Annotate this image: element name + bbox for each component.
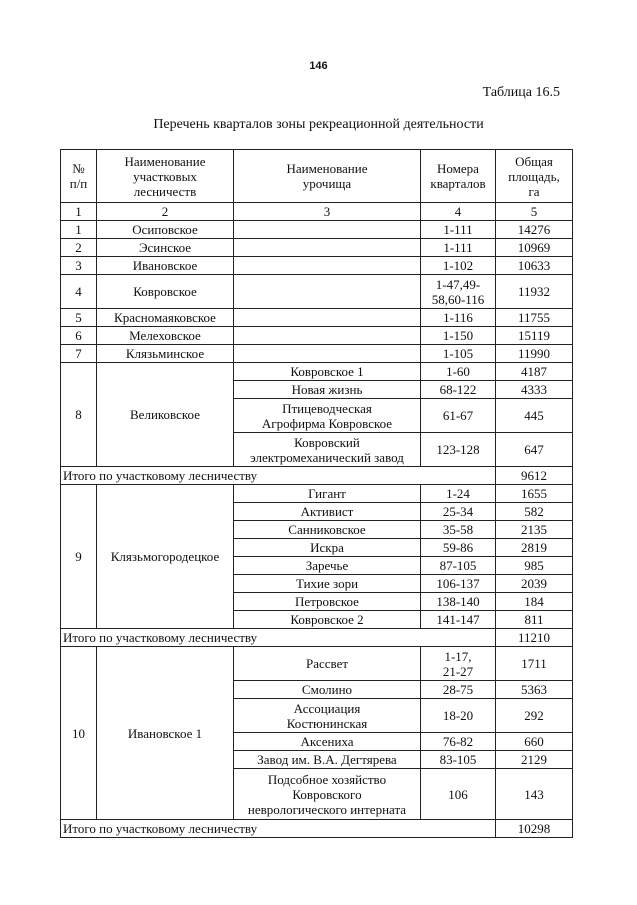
tract-name bbox=[234, 557, 421, 575]
quarter-numbers bbox=[421, 557, 496, 575]
tract-name bbox=[234, 327, 421, 345]
subtotal-label: Итого по участковому лесничеству bbox=[61, 467, 496, 485]
tract-name bbox=[234, 593, 421, 611]
area-value: 184 bbox=[496, 593, 573, 611]
quarter-numbers-line: 61-67 bbox=[442, 408, 474, 423]
tract-name bbox=[234, 769, 421, 820]
row-number: 4 bbox=[61, 275, 97, 309]
quarter-numbers bbox=[421, 575, 496, 593]
tract-name-line: Завод им. В.А. Дегтярева bbox=[257, 752, 397, 767]
header-forestry bbox=[97, 150, 234, 203]
quarter-numbers bbox=[421, 381, 496, 399]
forestry-name: Мелеховское bbox=[97, 327, 234, 345]
tract-name bbox=[234, 681, 421, 699]
column-number: 4 bbox=[421, 203, 496, 221]
header-area-line: Общая bbox=[515, 153, 553, 169]
area-value: 292 bbox=[496, 699, 573, 733]
tract-name bbox=[234, 221, 421, 239]
tract-name-line: Аксениха bbox=[300, 734, 354, 749]
area-value: 4187 bbox=[496, 363, 573, 381]
table-row bbox=[61, 257, 573, 275]
quarter-numbers bbox=[421, 363, 496, 381]
row-number: 8 bbox=[61, 363, 97, 467]
quarter-numbers-line: 1-105 bbox=[442, 346, 474, 361]
quarter-numbers bbox=[421, 485, 496, 503]
quarter-numbers-line: 123-128 bbox=[436, 442, 480, 457]
tract-name-line: Ковровский bbox=[294, 434, 360, 450]
tract-name-line: Костюнинская bbox=[286, 715, 368, 731]
tract-name bbox=[234, 699, 421, 733]
tract-name bbox=[234, 647, 421, 681]
quarter-numbers bbox=[421, 345, 496, 363]
table-row bbox=[61, 345, 573, 363]
subtotal-label: Итого по участковому лесничеству bbox=[61, 820, 496, 838]
tract-name bbox=[234, 733, 421, 751]
quarter-numbers bbox=[421, 751, 496, 769]
forestry-name: Красномаяковское bbox=[97, 309, 234, 327]
area-value: 647 bbox=[496, 433, 573, 467]
quarter-numbers bbox=[421, 239, 496, 257]
area-value: 11755 bbox=[496, 309, 573, 327]
quarter-numbers-line: 35-58 bbox=[442, 522, 474, 537]
row-number: 1 bbox=[61, 221, 97, 239]
tract-name-line: Активист bbox=[300, 504, 354, 519]
quarter-numbers-line: 1-111 bbox=[443, 222, 473, 237]
tract-name bbox=[234, 539, 421, 557]
subtotal-row bbox=[61, 629, 573, 647]
area-value: 15119 bbox=[496, 327, 573, 345]
tract-name bbox=[234, 751, 421, 769]
quarter-numbers bbox=[421, 681, 496, 699]
tract-name-line: электромеханический завод bbox=[250, 449, 404, 465]
area-value: 2129 bbox=[496, 751, 573, 769]
tract-name-line: Птицеводческая bbox=[282, 400, 372, 416]
table-row bbox=[61, 239, 573, 257]
tract-name-line: Новая жизнь bbox=[291, 382, 363, 397]
quarter-numbers-line: 25-34 bbox=[442, 504, 474, 519]
column-number: 5 bbox=[496, 203, 573, 221]
quarter-numbers bbox=[421, 399, 496, 433]
subtotal-row bbox=[61, 820, 573, 838]
tract-name bbox=[234, 309, 421, 327]
table-row bbox=[61, 327, 573, 345]
quarter-numbers-line: 138-140 bbox=[436, 594, 480, 609]
quarter-numbers-line: 28-75 bbox=[442, 682, 474, 697]
tract-name-line: Ковровского bbox=[292, 786, 362, 802]
tract-name bbox=[234, 381, 421, 399]
quarter-numbers bbox=[421, 647, 496, 681]
quarter-numbers bbox=[421, 503, 496, 521]
quarter-numbers-line: 59-86 bbox=[442, 540, 474, 555]
area-value: 2135 bbox=[496, 521, 573, 539]
table-label: Таблица 16.5 bbox=[482, 85, 560, 100]
forestry-name: Клязьмогородецкое bbox=[97, 485, 234, 629]
quarter-numbers-line: 1-102 bbox=[442, 258, 474, 273]
quarter-numbers bbox=[421, 521, 496, 539]
column-number: 2 bbox=[97, 203, 234, 221]
quarter-numbers bbox=[421, 769, 496, 820]
row-number: 6 bbox=[61, 327, 97, 345]
tract-name-line: Рассвет bbox=[305, 656, 349, 671]
quarter-numbers-line: 1-17, bbox=[444, 648, 472, 664]
table-row bbox=[61, 485, 573, 503]
tract-name-line: Агрофирма Ковровское bbox=[261, 415, 393, 431]
subtotal-value: 9612 bbox=[496, 467, 573, 485]
tract-name-line: Петровское bbox=[295, 594, 359, 609]
column-numbers-row bbox=[61, 203, 573, 221]
tract-name bbox=[234, 485, 421, 503]
area-value: 2039 bbox=[496, 575, 573, 593]
column-number: 1 bbox=[61, 203, 97, 221]
forestry-name: Ковровское bbox=[97, 275, 234, 309]
tract-name bbox=[234, 433, 421, 467]
area-value: 445 bbox=[496, 399, 573, 433]
tract-name bbox=[234, 575, 421, 593]
area-value: 5363 bbox=[496, 681, 573, 699]
header-quarters-line: кварталов bbox=[430, 176, 486, 191]
area-value: 4333 bbox=[496, 381, 573, 399]
tract-name-line: Искра bbox=[310, 540, 344, 555]
quarter-numbers-line: 18-20 bbox=[442, 708, 474, 723]
tract-name-line: неврологического интерната bbox=[247, 801, 407, 817]
quarter-numbers bbox=[421, 733, 496, 751]
quarter-numbers-line: 87-105 bbox=[439, 558, 477, 573]
tract-name bbox=[234, 345, 421, 363]
quarter-numbers bbox=[421, 327, 496, 345]
forestry-name: Осиповское bbox=[97, 221, 234, 239]
tract-name-line: Ковровское 2 bbox=[290, 612, 364, 627]
quarter-numbers-line: 83-105 bbox=[439, 752, 477, 767]
header-forestry-line: Наименование bbox=[124, 153, 206, 169]
table-header-row bbox=[61, 150, 573, 203]
forestry-name: Эсинское bbox=[97, 239, 234, 257]
forestry-name: Великовское bbox=[97, 363, 234, 467]
subtotal-label: Итого по участковому лесничеству bbox=[61, 629, 496, 647]
row-number: 10 bbox=[61, 647, 97, 820]
table-row bbox=[61, 309, 573, 327]
quarter-numbers bbox=[421, 309, 496, 327]
quarter-numbers-line: 141-147 bbox=[436, 612, 480, 627]
header-tract-line: урочища bbox=[302, 176, 352, 191]
tract-name-line: Тихие зори bbox=[295, 576, 359, 591]
area-value: 11932 bbox=[496, 275, 573, 309]
quarter-numbers bbox=[421, 699, 496, 733]
header-number-line: п/п bbox=[69, 176, 88, 191]
area-value: 14276 bbox=[496, 221, 573, 239]
tract-name-line: Смолино bbox=[301, 682, 353, 697]
tract-name bbox=[234, 239, 421, 257]
forestry-name: Клязьминское bbox=[97, 345, 234, 363]
header-area-line: га bbox=[528, 183, 540, 199]
tract-name bbox=[234, 399, 421, 433]
area-value: 2819 bbox=[496, 539, 573, 557]
area-value: 582 bbox=[496, 503, 573, 521]
quarter-numbers-line: 106 bbox=[448, 786, 468, 802]
tract-name bbox=[234, 363, 421, 381]
quarter-numbers bbox=[421, 593, 496, 611]
header-tract bbox=[234, 150, 421, 203]
forestry-name: Ивановское 1 bbox=[97, 647, 234, 820]
area-value: 10969 bbox=[496, 239, 573, 257]
area-value: 1711 bbox=[496, 647, 573, 681]
header-area-line: площадь, bbox=[508, 168, 560, 184]
tract-name bbox=[234, 503, 421, 521]
header-number bbox=[61, 150, 97, 203]
header-area bbox=[496, 150, 573, 203]
area-value: 143 bbox=[496, 769, 573, 820]
forestry-name: Ивановское bbox=[97, 257, 234, 275]
quarter-numbers-line: 68-122 bbox=[439, 382, 477, 397]
header-forestry-line: участковых bbox=[133, 168, 197, 184]
tract-name bbox=[234, 275, 421, 309]
area-value: 10633 bbox=[496, 257, 573, 275]
quarter-numbers bbox=[421, 275, 496, 309]
quarter-numbers-line: 58,60-116 bbox=[431, 291, 485, 307]
table-row bbox=[61, 221, 573, 239]
subtotal-value: 11210 bbox=[496, 629, 573, 647]
tract-name-line: Ассоциация bbox=[293, 700, 361, 716]
tract-name-line: Подсобное хозяйство bbox=[267, 771, 387, 787]
quarter-numbers bbox=[421, 611, 496, 629]
table-row bbox=[61, 647, 573, 681]
tract-name-line: Заречье bbox=[305, 558, 349, 573]
quarter-numbers bbox=[421, 539, 496, 557]
quarter-numbers bbox=[421, 433, 496, 467]
area-value: 11990 bbox=[496, 345, 573, 363]
tract-name-line: Ковровское 1 bbox=[290, 364, 364, 379]
table-body bbox=[61, 150, 573, 838]
quarter-numbers-line: 1-111 bbox=[443, 240, 473, 255]
tract-name-line: Санниковское bbox=[288, 522, 366, 537]
quarter-numbers-line: 21-27 bbox=[442, 663, 474, 679]
row-number: 9 bbox=[61, 485, 97, 629]
row-number: 3 bbox=[61, 257, 97, 275]
quarter-numbers-line: 1-60 bbox=[446, 364, 470, 379]
quarter-numbers bbox=[421, 257, 496, 275]
area-value: 985 bbox=[496, 557, 573, 575]
quarter-numbers-line: 1-150 bbox=[442, 328, 474, 343]
quarter-numbers-line: 76-82 bbox=[442, 734, 474, 749]
header-quarters bbox=[421, 150, 496, 203]
quarter-numbers-line: 1-116 bbox=[443, 310, 473, 325]
quarter-numbers-line: 1-47,49- bbox=[435, 276, 481, 292]
subtotal-row bbox=[61, 467, 573, 485]
column-number: 3 bbox=[234, 203, 421, 221]
page-number: 146 bbox=[309, 60, 328, 72]
header-number-line: № bbox=[72, 161, 85, 176]
quarters-table bbox=[60, 149, 573, 838]
row-number: 5 bbox=[61, 309, 97, 327]
subtotal-value: 10298 bbox=[496, 820, 573, 838]
header-tract-line: Наименование bbox=[286, 161, 368, 176]
area-value: 1655 bbox=[496, 485, 573, 503]
row-number: 2 bbox=[61, 239, 97, 257]
area-value: 811 bbox=[496, 611, 573, 629]
quarter-numbers bbox=[421, 221, 496, 239]
table-row bbox=[61, 275, 573, 309]
header-quarters-line: Номера bbox=[437, 161, 479, 176]
tract-name-line: Гигант bbox=[308, 486, 346, 501]
table-row bbox=[61, 363, 573, 381]
area-value: 660 bbox=[496, 733, 573, 751]
tract-name bbox=[234, 257, 421, 275]
quarter-numbers-line: 1-24 bbox=[446, 486, 470, 501]
header-forestry-line: лесничеств bbox=[133, 183, 197, 199]
document-title: Перечень кварталов зоны рекреационной деятельности bbox=[153, 117, 484, 132]
quarter-numbers-line: 106-137 bbox=[436, 576, 480, 591]
row-number: 7 bbox=[61, 345, 97, 363]
tract-name bbox=[234, 521, 421, 539]
tract-name bbox=[234, 611, 421, 629]
